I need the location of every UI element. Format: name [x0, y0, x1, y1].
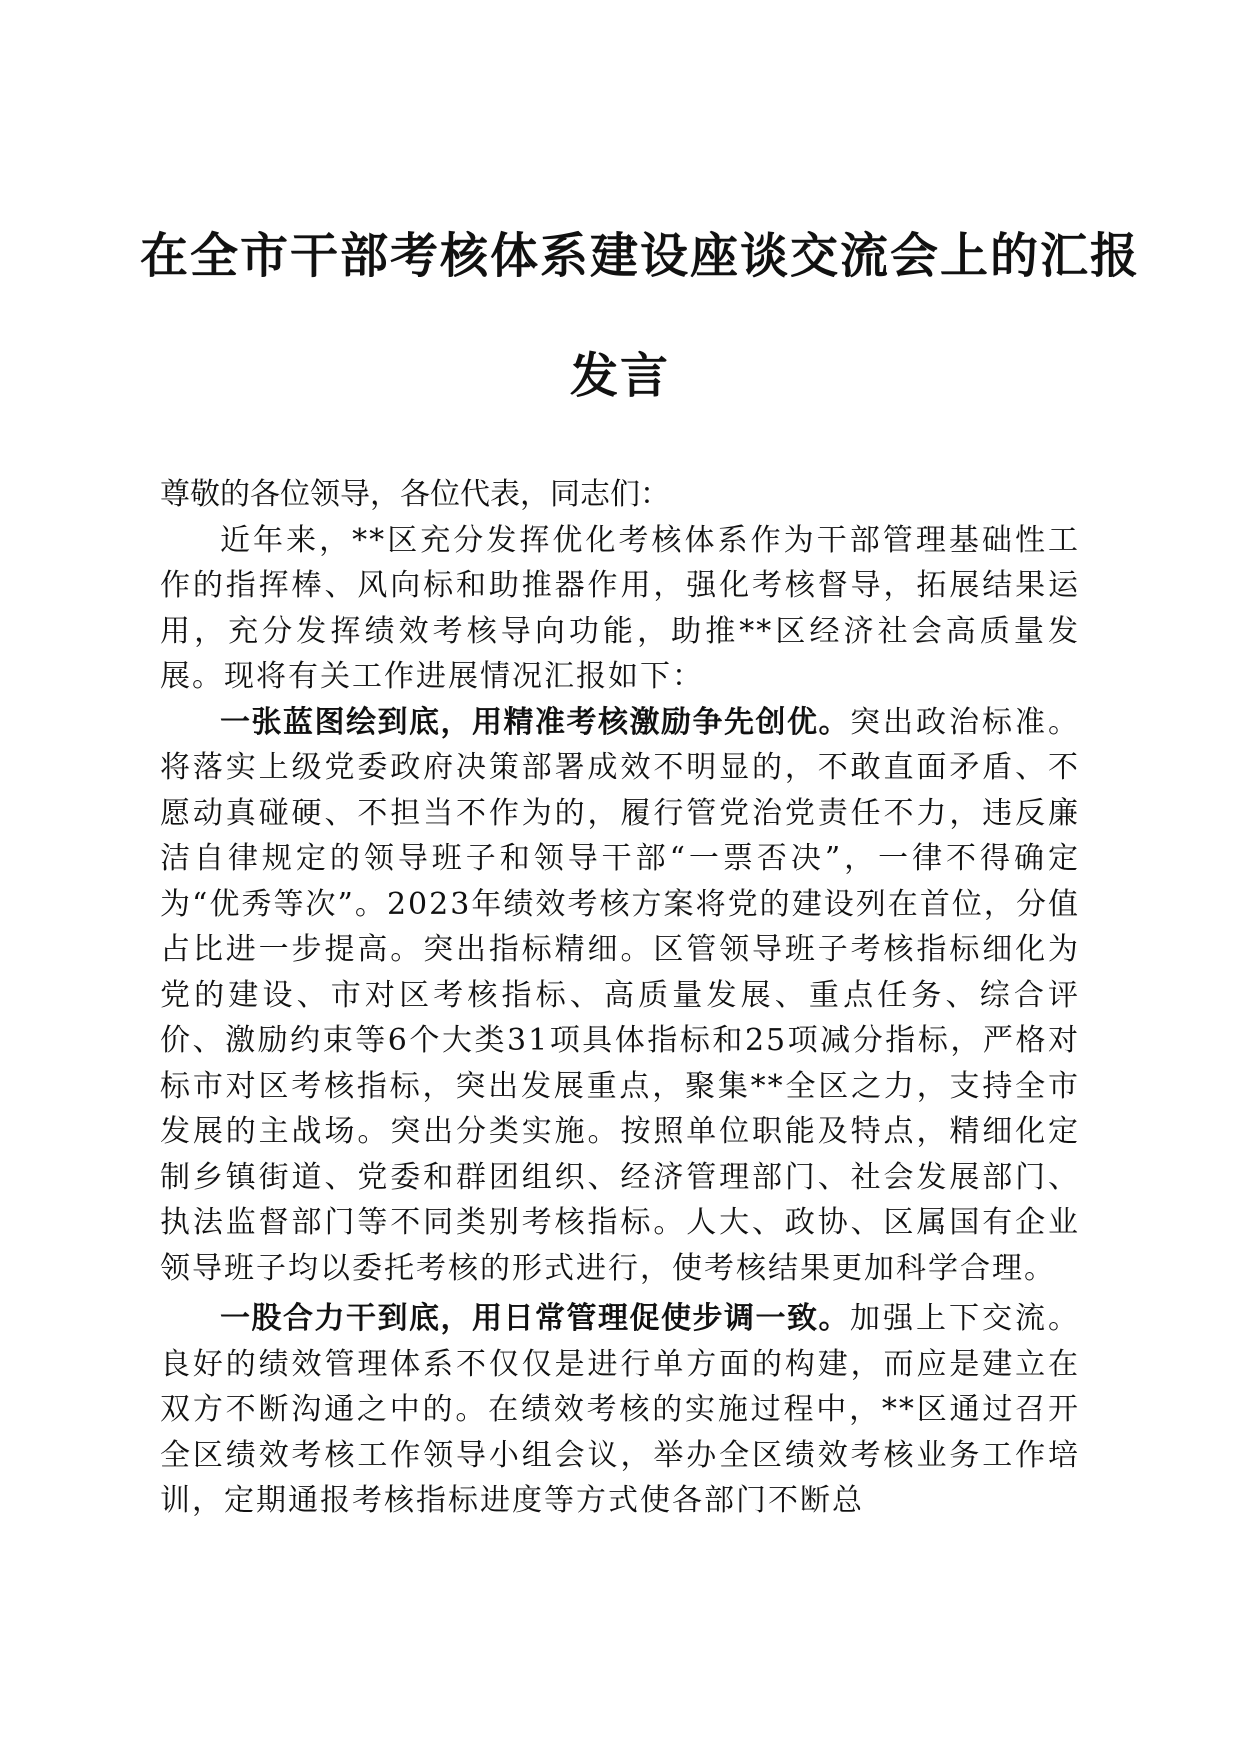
intro-paragraph: 近年来，**区充分发挥优化考核体系作为干部管理基础性工作的指挥棒、风向标和助推器作用，强化考核督导，拓展结果运用，充分发挥绩效考核导向功能，助推**区经济社会高质量发展。现将有关工作进展情况汇报如下： [160, 522, 1080, 694]
section-1-paragraph [160, 700, 1080, 1292]
document-title-line-2: 发言 [569, 348, 670, 404]
section-2-paragraph [160, 1296, 1080, 1524]
salutation: 尊敬的各位领导，各位代表，同志们： [160, 477, 670, 512]
section-1-lead: 一张蓝图绘到底，用精准考核激励争先创优。 [220, 704, 850, 740]
document-body [160, 472, 1080, 1524]
section-2-lead: 一股合力干到底，用日常管理促使步调一致。 [220, 1301, 850, 1336]
section-2-text: 加强上下交流。良好的绩效管理体系不仅仅是进行单方面的构建，而应是建立在双方不断沟通之中的。在绩效考核的实施过程中，**区通过召开全区绩效考核工作领导小组会议，举办全区绩效考核业务工作培训，定期通报考核指标进度等方式使各部门不断总 [160, 1301, 1080, 1518]
document-title-line-1: 在全市干部考核体系建设座谈交流会上的汇报 [140, 228, 1141, 284]
section-1-text: 突出政治标准。将落实上级党委政府决策部署成效不明显的，不敢直面矛盾、不愿动真碰硬、不担当不作为的，履行管党治党责任不力，违反廉洁自律规定的领导班子和领导干部“一票否决”，一律不得确定为“优秀等次”。2023年绩效考核方案将党的建设列在首位，分值占比进一步提高。突出指标精细。区管领导班子考核指标细化为党的建设、市对区考核指标、高质量发展、重点任务、综合评价、激励约束等6个大类31项具体指标和25项减分指标，严格对标市对区考核指标，突出发展重点，聚集**全区之力，支持全市发展的主战场。突出分类实施。按照单位职能及特点，精细化定制乡镇街道、党委和群团组织、经济管理部门、社会发展部门、执法监督部门等不同类别考核指标。人大、政协、区属国有企业领导班子均以委托考核的形式进行，使考核结果更加科学合理。 [160, 704, 1080, 1286]
